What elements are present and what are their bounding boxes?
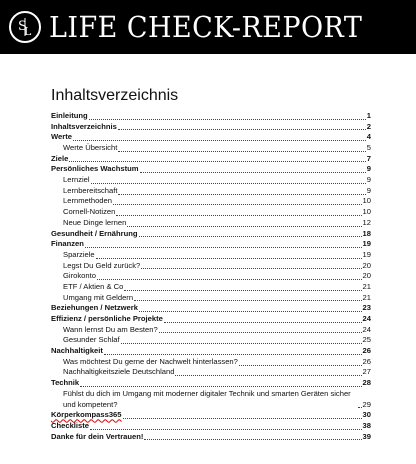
toc-dot-leader: [104, 354, 362, 355]
toc-page-number: 25: [362, 335, 371, 345]
toc-entry[interactable]: [51, 164, 371, 175]
toc-entry[interactable]: [51, 122, 371, 133]
toc-dot-leader: [113, 204, 362, 205]
toc-page-number: 1: [366, 110, 371, 120]
toc-page-number: 5: [366, 143, 371, 153]
toc-page-number: 21: [362, 292, 371, 302]
toc-entry-text: Lernziel: [63, 175, 90, 185]
toc-entry[interactable]: [51, 421, 371, 432]
toc-page-number: 20: [362, 271, 371, 281]
toc-page-number: 28: [362, 378, 371, 388]
toc-dot-leader: [123, 418, 362, 419]
toc-dot-leader: [89, 119, 366, 120]
toc-dot-leader: [144, 439, 361, 440]
toc-dot-leader: [134, 300, 361, 301]
toc-dot-leader: [121, 343, 362, 344]
toc-entry-text: Cornell-Notizen: [63, 207, 116, 217]
toc-entry[interactable]: [51, 432, 371, 443]
report-title: LIFE CHECK-REPORT: [49, 10, 363, 44]
toc-page-number: 10: [362, 196, 371, 206]
toc-dot-leader: [118, 194, 365, 195]
toc-entry[interactable]: [51, 154, 371, 165]
toc-dot-leader: [69, 161, 365, 162]
logo-letter-s: S: [18, 19, 27, 34]
toc-entry-text: Legst Du Geld zurück?: [63, 260, 141, 270]
toc-dot-leader: [141, 268, 361, 269]
toc-dot-leader: [97, 279, 362, 280]
toc-dot-leader: [175, 375, 361, 376]
toc-entry-text: Effizienz / persönliche Projekte: [51, 314, 163, 324]
toc-page-number: 9: [366, 185, 371, 195]
toc-entry-text: Girokonto: [63, 271, 96, 281]
toc-dot-leader: [164, 322, 362, 323]
toc-page-number: 24: [362, 324, 371, 334]
toc-dot-leader: [127, 226, 361, 227]
toc-entry-text: Einleitung: [51, 110, 88, 120]
table-of-contents: [51, 111, 371, 442]
toc-entry[interactable]: [51, 229, 371, 240]
toc-page-number: 26: [362, 356, 371, 366]
toc-entry-text: Fühlst du dich im Umgang mit moderner digitaler Technik und smarten Geräten sicher und kompetent?: [63, 388, 351, 409]
toc-page-number: 9: [366, 175, 371, 185]
toc-page-number: 39: [362, 431, 371, 441]
toc-entry[interactable]: [51, 368, 371, 379]
toc-dot-leader: [358, 407, 362, 408]
toc-entry[interactable]: [51, 207, 371, 218]
toc-entry-text: Checkliste: [51, 420, 89, 430]
toc-dot-leader: [139, 311, 362, 312]
toc-entry[interactable]: [51, 143, 371, 154]
toc-page-number: 4: [366, 132, 371, 142]
toc-entry[interactable]: [51, 293, 371, 304]
toc-page-number: 23: [362, 303, 371, 313]
toc-dot-leader: [118, 129, 366, 130]
toc-page-number: 9: [366, 164, 371, 174]
toc-entry-text: Persönliches Wachstum: [51, 164, 139, 174]
toc-dot-leader: [80, 386, 361, 387]
toc-page-number: 10: [362, 207, 371, 217]
toc-entry[interactable]: [51, 282, 371, 293]
toc-entry[interactable]: [51, 378, 371, 389]
toc-dot-leader: [96, 258, 362, 259]
toc-entry-text: Finanzen: [51, 239, 84, 249]
toc-entry-text: Lernbereitschaft: [63, 185, 118, 195]
toc-entry[interactable]: [51, 111, 371, 122]
toc-dot-leader: [90, 429, 362, 430]
toc-page-number: 20: [362, 260, 371, 270]
document-page: [0, 54, 416, 464]
toc-page-number: 7: [366, 153, 371, 163]
toc-entry-text: Beziehungen / Netzwerk: [51, 303, 138, 313]
toc-entry-text: Was möchtest Du gerne der Nachwelt hinterlassen?: [63, 356, 238, 366]
toc-page-number: 12: [362, 217, 371, 227]
toc-entry-text: Lernmethoden: [63, 196, 112, 206]
toc-page-number: 30: [362, 410, 371, 420]
toc-entry-text: Werte: [51, 132, 72, 142]
toc-entry[interactable]: [51, 271, 371, 282]
sl-monogram-icon: [14, 16, 36, 38]
toc-page-number: 19: [362, 249, 371, 259]
toc-heading: Inhaltsverzeichnis: [51, 87, 179, 104]
toc-entry-text: Inhaltsverzeichnis: [51, 121, 117, 131]
toc-entry[interactable]: [51, 239, 371, 250]
toc-page-number: 29: [362, 399, 371, 409]
toc-entry-text: Nachhaltigkeitsziele Deutschland: [63, 367, 175, 377]
toc-dot-leader: [159, 332, 362, 333]
toc-entry[interactable]: [51, 186, 371, 197]
toc-entry[interactable]: [51, 335, 371, 346]
toc-entry-text: Gesunder Schlaf: [63, 335, 120, 345]
toc-dot-leader: [118, 151, 365, 152]
toc-entry[interactable]: [51, 410, 371, 421]
toc-page-number: 19: [362, 239, 371, 249]
toc-entry-text: Umgang mit Geldern: [63, 292, 134, 302]
toc-page-number: 21: [362, 281, 371, 291]
toc-page-number: 18: [362, 228, 371, 238]
toc-entry[interactable]: [51, 303, 371, 314]
toc-entry[interactable]: [51, 261, 371, 272]
toc-dot-leader: [239, 365, 362, 366]
toc-page-number: 24: [362, 314, 371, 324]
toc-entry-text: Körperkompass365: [51, 410, 122, 420]
toc-entry[interactable]: [51, 132, 371, 143]
toc-entry-text: Technik: [51, 378, 80, 388]
toc-entry[interactable]: [51, 197, 371, 208]
toc-entry[interactable]: [51, 175, 371, 186]
logo-letter-l: L: [24, 25, 32, 38]
toc-entry[interactable]: [51, 325, 371, 336]
toc-dot-leader: [124, 290, 361, 291]
report-banner: [0, 0, 416, 54]
toc-entry-text: Ziele: [51, 153, 69, 163]
toc-dot-leader: [91, 183, 366, 184]
toc-page-number: 38: [362, 420, 371, 430]
toc-entry[interactable]: [51, 346, 371, 357]
toc-dot-leader: [116, 215, 361, 216]
toc-entry[interactable]: [51, 250, 371, 261]
toc-dot-leader: [139, 236, 362, 237]
toc-dot-leader: [85, 247, 362, 248]
toc-entry[interactable]: [51, 218, 371, 229]
toc-entry-text: Wann lernst Du am Besten?: [63, 324, 158, 334]
toc-entry-text: Gesundheit / Ernährung: [51, 228, 138, 238]
sl-logo: [9, 11, 41, 43]
toc-entry[interactable]: [51, 389, 371, 410]
toc-dot-leader: [73, 140, 366, 141]
toc-page-number: 27: [362, 367, 371, 377]
toc-entry-text: Sparziele: [63, 249, 95, 259]
toc-entry-text: Nachhaltigkeit: [51, 346, 103, 356]
toc-page-number: 2: [366, 121, 371, 131]
toc-entry-text: Neue Dinge lernen: [63, 217, 127, 227]
toc-entry[interactable]: [51, 314, 371, 325]
toc-entry-text: Werte Übersicht: [63, 143, 118, 153]
toc-page-number: 26: [362, 346, 371, 356]
toc-entry[interactable]: [51, 357, 371, 368]
toc-entry-text: Danke für dein Vertrauen!: [51, 431, 144, 441]
toc-dot-leader: [140, 172, 366, 173]
toc-entry-text: ETF / Aktien & Co: [63, 281, 124, 291]
